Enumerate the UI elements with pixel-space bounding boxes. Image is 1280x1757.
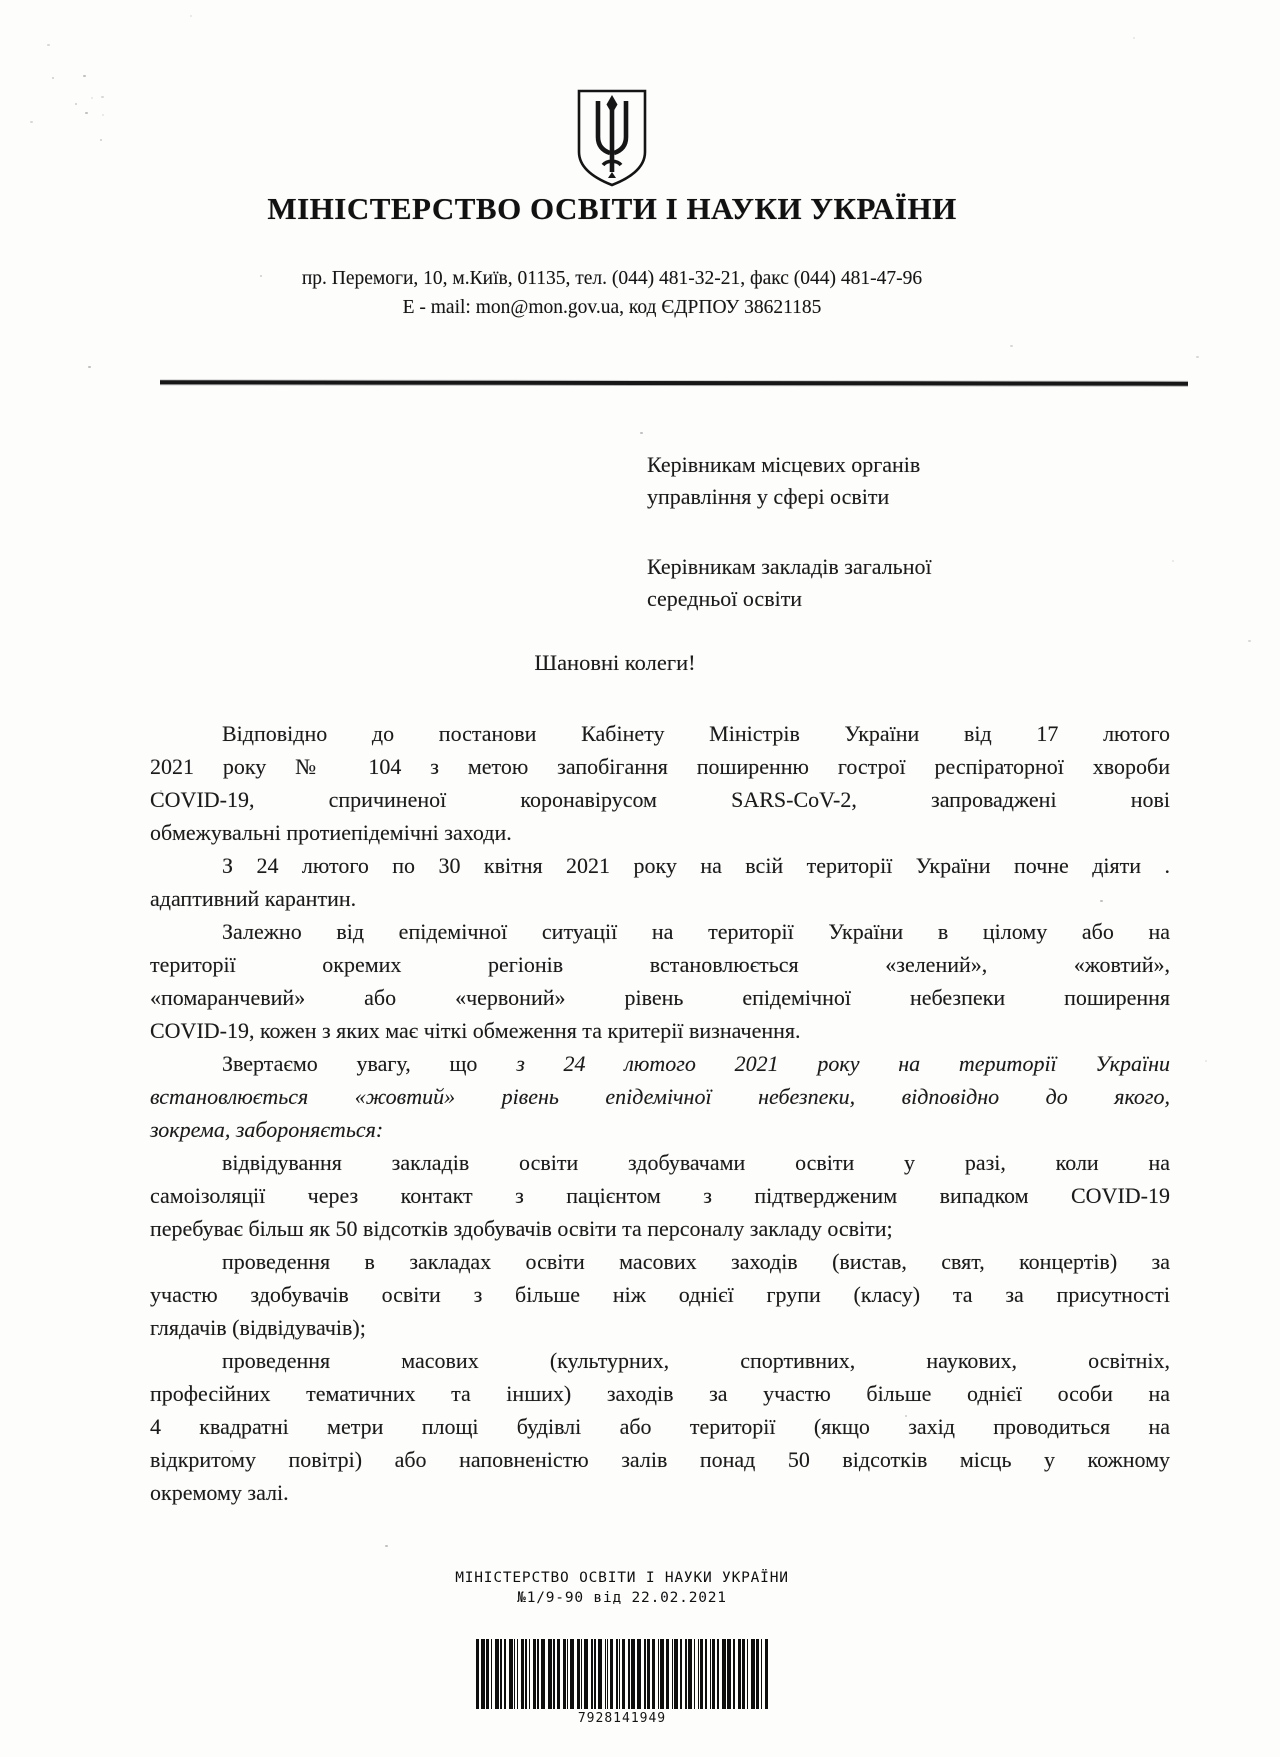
barcode-bar <box>598 1639 602 1709</box>
barcode-bar <box>577 1639 580 1709</box>
barcode-bar <box>563 1639 566 1709</box>
body-line <box>150 1212 1170 1245</box>
text-run: обмежувальні протиепідемічні заходи. <box>150 820 512 845</box>
body-line <box>150 783 1170 816</box>
body-line <box>150 1377 1170 1410</box>
scan-speck <box>1172 560 1174 562</box>
barcode-bar <box>672 1639 673 1709</box>
barcode-bar <box>660 1639 664 1709</box>
body-line <box>150 849 1170 882</box>
text-run: проведення масових (культурних, спортивних, наукових, освітніх, <box>222 1348 1170 1373</box>
barcode-bar <box>631 1639 635 1709</box>
barcode-bar <box>742 1639 745 1709</box>
text-run: Залежно від епідемічної ситуації на території України в цілому або на <box>222 919 1170 944</box>
text-run: 4 квадратні метри площі будівлі або території (якщо захід проводиться на <box>150 1414 1170 1439</box>
text-run: адаптивний карантин. <box>150 886 357 911</box>
text-run: професійних тематичних та інших) заходів за участю більше однієї особи на <box>150 1381 1170 1406</box>
paragraph <box>150 1245 1170 1344</box>
text-run: окремому залі. <box>150 1480 289 1505</box>
scan-speck <box>85 112 88 114</box>
barcode-bar <box>717 1639 719 1709</box>
scan-speck <box>52 77 54 79</box>
barcode-bar <box>694 1639 695 1709</box>
recipient-group <box>647 551 1047 615</box>
body-line <box>150 1146 1170 1179</box>
body-line <box>150 1476 1170 1509</box>
text-run: території окремих регіонів встановлюється «зелений», «жовтий», <box>150 952 1170 977</box>
barcode-bar <box>756 1639 759 1709</box>
barcode-bar <box>647 1639 650 1709</box>
barcode-bar <box>619 1639 620 1709</box>
recipient-line: середньої освіти <box>647 586 803 611</box>
salutation: Шановні колеги! <box>534 650 696 675</box>
body-line <box>150 1014 1170 1047</box>
ministry-title: МІНІСТЕРСТВО ОСВІТИ І НАУКИ УКРАЇНИ <box>267 191 957 226</box>
barcode-bar <box>525 1639 527 1709</box>
ukraine-trident-emblem <box>574 88 650 188</box>
scan-speck <box>75 103 77 105</box>
text-run: Звертаємо увагу, що <box>222 1051 517 1076</box>
text-run: 2021 року № 104 з метою запобігання поширенню гострої респіраторної хвороби <box>150 754 1170 779</box>
body-line <box>150 1179 1170 1212</box>
barcode-bar <box>548 1639 552 1709</box>
barcode-bar <box>605 1639 606 1709</box>
barcode-bar <box>491 1639 492 1709</box>
barcode-bar <box>705 1639 707 1709</box>
barcode-bar <box>700 1639 703 1709</box>
barcode-bar <box>658 1639 659 1709</box>
text-run: COVID-19, кожен з яких має чіткі обмеження та критерії визначення. <box>150 1018 801 1043</box>
barcode-bar <box>710 1639 711 1709</box>
stamp-number-date: №1/9-90 від 22.02.2021 <box>517 1590 727 1606</box>
scan-speck <box>101 96 104 98</box>
scan-speck <box>385 1545 388 1547</box>
barcode-bar <box>495 1639 499 1709</box>
paragraph <box>150 915 1170 1047</box>
barcode-bar <box>680 1639 682 1709</box>
barcode-bar <box>594 1639 596 1709</box>
barcode-bar <box>509 1639 513 1709</box>
text-run: З 24 лютого по 30 квітня 2021 року на всій території України почне діяти . <box>222 853 1170 878</box>
barcode-bar <box>610 1639 613 1709</box>
barcode-bar <box>591 1639 593 1709</box>
scan-speck <box>160 790 162 792</box>
barcode-bar <box>607 1639 608 1709</box>
barcode-bar <box>533 1639 536 1709</box>
body-line <box>150 1080 1170 1113</box>
emphasis-text: з 24 лютого 2021 року на території України <box>516 1051 1171 1076</box>
barcode-bar <box>652 1639 655 1709</box>
barcode-bar <box>761 1639 762 1709</box>
body-line <box>150 1047 1170 1080</box>
barcode-bar <box>712 1639 715 1709</box>
scan-speck <box>190 15 192 17</box>
body-line <box>150 1344 1170 1377</box>
barcode-bar <box>722 1639 726 1709</box>
barcode-bar <box>637 1639 641 1709</box>
body-line <box>150 1410 1170 1443</box>
scan-speck <box>905 1415 907 1417</box>
barcode-bar <box>685 1639 687 1709</box>
body-line <box>150 882 1170 915</box>
recipient-line: Керівникам закладів загальної <box>647 554 932 579</box>
recipient-line: управління у сфері освіти <box>647 484 890 509</box>
body-line <box>150 1311 1170 1344</box>
text-run: Відповідно до постанови Кабінету Міністрів України від 17 лютого <box>222 721 1170 746</box>
barcode-bar <box>688 1639 692 1709</box>
barcode-bar <box>537 1639 539 1709</box>
body-line <box>150 948 1170 981</box>
scan-speck <box>640 432 643 434</box>
barcode-number: 7928141949 <box>577 1711 667 1726</box>
stamp-ministry-name: МІНІСТЕРСТВО ОСВІТИ І НАУКИ УКРАЇНИ <box>455 1570 789 1586</box>
scan-speck <box>88 366 91 368</box>
scan-speck <box>1205 1060 1207 1062</box>
scan-speck <box>100 139 102 141</box>
text-run: відкритому повітрі) або наповненістю залів понад 50 відсотків місць у кожному <box>150 1447 1170 1472</box>
barcode-bar <box>529 1639 530 1709</box>
barcode-bar <box>514 1639 515 1709</box>
barcode-bar <box>476 1639 479 1709</box>
text-run: «помаранчевий» або «червоний» рівень епідемічної небезпеки поширення <box>150 985 1170 1010</box>
barcode-bar <box>751 1639 755 1709</box>
barcode-bar <box>622 1639 625 1709</box>
body-line <box>150 816 1170 849</box>
paragraph <box>150 1146 1170 1245</box>
body-line <box>150 981 1170 1014</box>
barcode-bar <box>584 1639 588 1709</box>
barcode-bar <box>521 1639 524 1709</box>
scan-speck <box>1133 37 1135 39</box>
scan-speck <box>1196 356 1199 358</box>
recipient-group <box>647 449 1047 513</box>
scan-speck <box>91 97 93 99</box>
text-run: самоізоляції через контакт з пацієнтом з підтвердженим випадком COVID-19 <box>150 1183 1170 1208</box>
email-edrpou-line: E - mail: mon@mon.gov.ua, код ЄДРПОУ 38621185 <box>402 297 822 318</box>
scan-speck <box>520 1700 522 1702</box>
paragraph <box>150 717 1170 849</box>
text-run: перебуває більш як 50 відсотків здобувачів освіти та персоналу закладу освіти; <box>150 1216 893 1241</box>
text-run: відвідування закладів освіти здобувачами освіти у разі, коли на <box>222 1150 1170 1175</box>
emphasis-text: зокрема, забороняється: <box>150 1117 384 1142</box>
barcode-bar <box>628 1639 630 1709</box>
barcode-bar <box>747 1639 748 1709</box>
barcode-bar <box>698 1639 699 1709</box>
scan-speck <box>1100 900 1103 902</box>
text-run: COVID-19, спричиненої коронавірусом SARS-CoV-2, запроваджені нові <box>150 787 1170 812</box>
paragraph <box>150 849 1170 915</box>
barcode-bar <box>765 1639 768 1709</box>
barcode-bar <box>500 1639 502 1709</box>
scan-speck <box>83 75 86 77</box>
barcode-bar <box>504 1639 506 1709</box>
header-divider <box>160 380 1188 385</box>
scan-speck <box>30 121 33 123</box>
barcode-bar <box>738 1639 741 1709</box>
scan-speck <box>47 44 50 46</box>
barcode-bar <box>733 1639 735 1709</box>
barcode-bar <box>674 1639 678 1709</box>
scan-speck <box>1248 640 1251 642</box>
barcode-bar <box>570 1639 574 1709</box>
barcode-bar <box>486 1639 489 1709</box>
registration-stamp <box>0 1568 1244 1726</box>
barcode <box>476 1639 768 1709</box>
body-line <box>150 1113 1170 1146</box>
barcode-bar <box>616 1639 618 1709</box>
barcode-bar <box>727 1639 731 1709</box>
text-run: глядачів (відвідувачів); <box>150 1315 366 1340</box>
body-line <box>150 915 1170 948</box>
barcode-bar <box>541 1639 545 1709</box>
body-line <box>150 717 1170 750</box>
text-run: участю здобувачів освіти з більше ніж однієї групи (класу) та за присутності <box>150 1282 1170 1307</box>
barcode-bar <box>581 1639 582 1709</box>
scan-speck <box>230 1450 233 1452</box>
address-line: пр. Перемоги, 10, м.Київ, 01135, тел. (044) 481-32-21, факс (044) 481-47-96 <box>301 268 923 289</box>
recipient-line: Керівникам місцевих органів <box>647 452 921 477</box>
barcode-bar <box>666 1639 669 1709</box>
barcode-bar <box>481 1639 485 1709</box>
barcode-bar <box>567 1639 568 1709</box>
paragraph <box>150 1047 1170 1146</box>
scan-speck <box>1010 345 1013 347</box>
text-run: проведення в закладах освіти масових заходів (вистав, свят, концертів) за <box>222 1249 1170 1274</box>
body-line <box>150 750 1170 783</box>
letter-body <box>150 717 1170 1509</box>
paragraph <box>150 1344 1170 1509</box>
scan-speck <box>260 275 262 277</box>
barcode-bar <box>644 1639 646 1709</box>
body-line <box>150 1245 1170 1278</box>
body-line <box>150 1278 1170 1311</box>
barcode-bar <box>557 1639 560 1709</box>
barcode-bar <box>517 1639 518 1709</box>
body-line <box>150 1443 1170 1476</box>
scan-speck <box>102 114 104 116</box>
barcode-bar <box>553 1639 555 1709</box>
recipients-block <box>647 449 1047 615</box>
emphasis-text: встановлюється «жовтий» рівень епідемічної небезпеки, відповідно до якого, <box>150 1084 1170 1109</box>
